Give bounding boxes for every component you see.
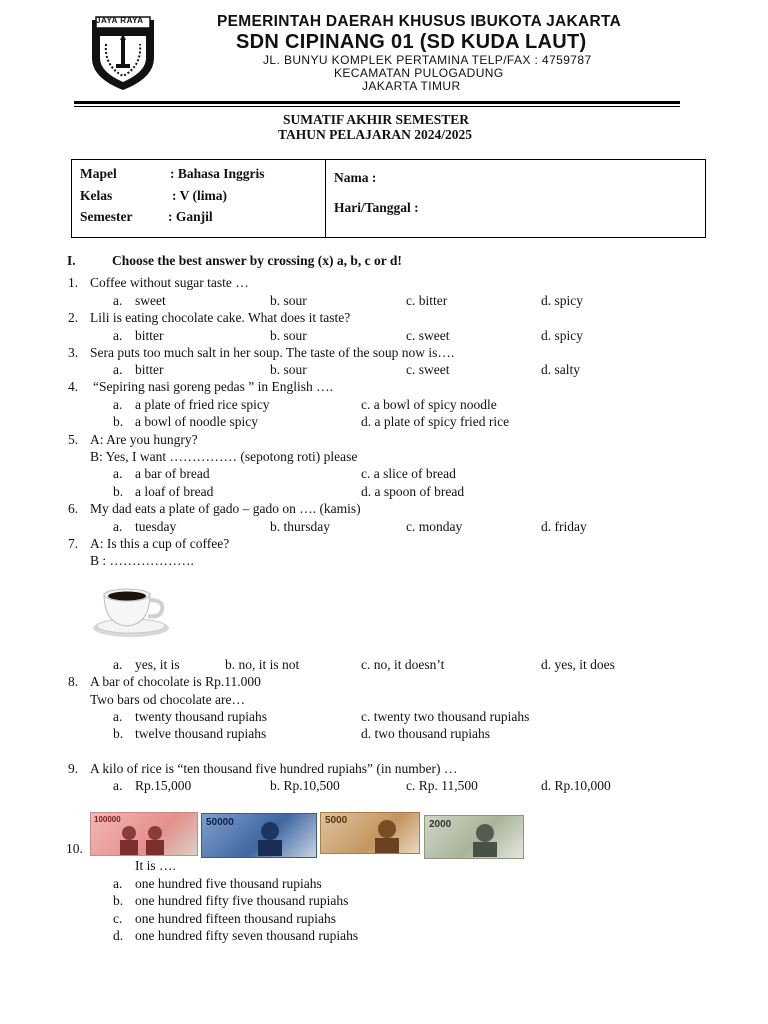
- header-divider-thin: [74, 106, 680, 107]
- q8-text-2: Two bars od chocolate are…: [90, 692, 245, 707]
- q10-option-d-letter[interactable]: d.: [113, 928, 124, 943]
- banknote-2000: [424, 815, 524, 859]
- q10-option-a[interactable]: one hundred five thousand rupiahs: [135, 876, 322, 891]
- q7-text-2: B : ……………….: [90, 553, 194, 568]
- q3-option-d[interactable]: d. salty: [541, 362, 580, 377]
- q6-option-a[interactable]: tuesday: [135, 519, 177, 534]
- q10-number: 10.: [66, 841, 83, 856]
- q5-number: 5.: [68, 432, 79, 447]
- q3-option-a[interactable]: bitter: [135, 362, 164, 377]
- banknote-50000: [201, 813, 317, 858]
- banknote-2000-portrait: [465, 819, 505, 857]
- q10-text: It is ….: [135, 858, 176, 873]
- q4-option-a[interactable]: a plate of fried rice spicy: [135, 397, 270, 412]
- q2-text: Lili is eating chocolate cake. What does it taste?: [90, 310, 351, 325]
- semester-value: : Ganjil: [168, 209, 213, 224]
- q8-option-a-letter[interactable]: a.: [113, 709, 123, 724]
- q7-number: 7.: [68, 536, 79, 551]
- banknote-5000: [320, 812, 420, 854]
- q8-option-a[interactable]: twenty thousand rupiahs: [135, 709, 267, 724]
- exam-year: TAHUN PELAJARAN 2024/2025: [278, 127, 473, 142]
- q3-option-b[interactable]: b. sour: [270, 362, 307, 377]
- q7-text: A: Is this a cup of coffee?: [90, 536, 230, 551]
- q1-option-c[interactable]: c. bitter: [406, 293, 448, 308]
- q2-option-d[interactable]: d. spicy: [541, 328, 583, 343]
- q1-option-d[interactable]: d. spicy: [541, 293, 583, 308]
- q10-option-c-letter[interactable]: c.: [113, 911, 123, 926]
- q6-number: 6.: [68, 501, 79, 516]
- q4-option-d[interactable]: d. a plate of spicy fried rice: [361, 414, 510, 429]
- q9-option-a-letter[interactable]: a.: [113, 778, 123, 793]
- banknote-2000-value: 2000: [429, 819, 452, 830]
- banknote-50000-value: 50000: [206, 817, 234, 828]
- info-box-divider: [325, 159, 326, 238]
- q7-option-d[interactable]: d. yes, it does: [541, 657, 615, 672]
- logo-emblem: [86, 14, 160, 92]
- q1-number: 1.: [68, 275, 79, 290]
- q9-option-a[interactable]: Rp.15,000: [135, 778, 192, 793]
- q8-option-d[interactable]: d. two thousand rupiahs: [361, 726, 490, 741]
- q1-option-b[interactable]: b. sour: [270, 293, 307, 308]
- student-info-box: [71, 159, 706, 238]
- q4-option-a-letter[interactable]: a.: [113, 397, 123, 412]
- q1-text: Coffee without sugar taste …: [90, 275, 249, 290]
- q7-option-c[interactable]: c. no, it doesn’t: [361, 657, 445, 672]
- q5-option-a[interactable]: a bar of bread: [135, 466, 210, 481]
- q6-option-c[interactable]: c. monday: [406, 519, 463, 534]
- q5-option-b-letter[interactable]: b.: [113, 484, 124, 499]
- banknote-5000-portrait: [367, 815, 407, 853]
- banknote-5000-value: 5000: [325, 815, 348, 826]
- q3-option-a-letter[interactable]: a.: [113, 362, 123, 377]
- q2-option-c[interactable]: c. sweet: [406, 328, 450, 343]
- coffee-cup-image: [90, 582, 172, 640]
- header-divider-thick: [74, 101, 680, 104]
- q4-option-b[interactable]: a bowl of noodle spicy: [135, 414, 258, 429]
- date-field-label[interactable]: Hari/Tanggal :: [334, 200, 419, 215]
- banknote-100000-value: 100000: [94, 815, 121, 824]
- banknote-100000-portrait: [113, 821, 173, 855]
- header-government: PEMERINTAH DAERAH KHUSUS IBUKOTA JAKARTA: [217, 13, 622, 30]
- q8-number: 8.: [68, 674, 79, 689]
- q2-number: 2.: [68, 310, 79, 325]
- q2-option-a[interactable]: bitter: [135, 328, 164, 343]
- header-city: JAKARTA TIMUR: [362, 79, 461, 93]
- kelas-value: : V (lima): [172, 188, 227, 203]
- q7-option-b[interactable]: b. no, it is not: [225, 657, 300, 672]
- q10-option-c[interactable]: one hundred fifteen thousand rupiahs: [135, 911, 336, 926]
- header-address: JL. BUNYU KOMPLEK PERTAMINA TELP/FAX : 4759787: [263, 53, 592, 67]
- mapel-label: Mapel: [80, 166, 117, 181]
- q4-option-b-letter[interactable]: b.: [113, 414, 124, 429]
- q7-option-a-letter[interactable]: a.: [113, 657, 123, 672]
- q3-option-c[interactable]: c. sweet: [406, 362, 450, 377]
- kelas-label: Kelas: [80, 188, 113, 203]
- q10-option-b-letter[interactable]: b.: [113, 893, 124, 908]
- q7-option-a[interactable]: yes, it is: [135, 657, 180, 672]
- banknote-50000-portrait: [250, 818, 290, 856]
- q2-option-b[interactable]: b. sour: [270, 328, 307, 343]
- q8-option-b[interactable]: twelve thousand rupiahs: [135, 726, 267, 741]
- exam-title: SUMATIF AKHIR SEMESTER: [283, 112, 470, 127]
- q10-option-a-letter[interactable]: a.: [113, 876, 123, 891]
- q3-number: 3.: [68, 345, 79, 360]
- q10-option-b[interactable]: one hundred fifty five thousand rupiahs: [135, 893, 349, 908]
- q9-option-b[interactable]: b. Rp.10,500: [270, 778, 340, 793]
- q1-option-a[interactable]: sweet: [135, 293, 166, 308]
- banknote-100000: [90, 812, 198, 856]
- name-field-label[interactable]: Nama :: [334, 170, 377, 185]
- q5-text: A: Are you hungry?: [90, 432, 198, 447]
- q6-option-a-letter[interactable]: a.: [113, 519, 123, 534]
- mapel-value: : Bahasa Inggris: [170, 166, 265, 181]
- q10-option-d[interactable]: one hundred fifty seven thousand rupiahs: [135, 928, 359, 943]
- q6-option-b[interactable]: b. thursday: [270, 519, 330, 534]
- header-school-name: SDN CIPINANG 01 (SD KUDA LAUT): [236, 31, 587, 53]
- q4-option-c[interactable]: c. a bowl of spicy noodle: [361, 397, 497, 412]
- q4-text: “Sepiring nasi goreng pedas ” in English ….: [93, 379, 333, 394]
- q9-text: A kilo of rice is “ten thousand five hundred rupiahs” (in number) …: [90, 761, 458, 776]
- q6-text: My dad eats a plate of gado – gado on …. (kamis): [90, 501, 361, 516]
- q5-option-a-letter[interactable]: a.: [113, 466, 123, 481]
- q1-option-a-letter[interactable]: a.: [113, 293, 123, 308]
- q9-option-d[interactable]: d. Rp.10,000: [541, 778, 611, 793]
- q5-option-d[interactable]: d. a spoon of bread: [361, 484, 465, 499]
- q9-number: 9.: [68, 761, 79, 776]
- q5-option-b[interactable]: a loaf of bread: [135, 484, 214, 499]
- q9-option-c[interactable]: c. Rp. 11,500: [406, 778, 478, 793]
- q8-option-b-letter[interactable]: b.: [113, 726, 124, 741]
- section-number: I.: [67, 253, 76, 268]
- semester-label: Semester: [80, 209, 133, 224]
- q4-number: 4.: [68, 379, 79, 394]
- q5-option-c[interactable]: c. a slice of bread: [361, 466, 456, 481]
- q8-option-c[interactable]: c. twenty two thousand rupiahs: [361, 709, 530, 724]
- header-district: KECAMATAN PULOGADUNG: [334, 66, 504, 80]
- logo-text: JAYA RAYA: [96, 16, 144, 25]
- q8-text: A bar of chocolate is Rp.11.000: [90, 674, 261, 689]
- q5-text-2: B: Yes, I want …………… (sepotong roti) please: [90, 449, 358, 464]
- q2-option-a-letter[interactable]: a.: [113, 328, 123, 343]
- q3-text: Sera puts too much salt in her soup. The taste of the soup now is….: [90, 345, 455, 360]
- q6-option-d[interactable]: d. friday: [541, 519, 587, 534]
- section-instruction: Choose the best answer by crossing (x) a, b, c or d!: [112, 253, 402, 268]
